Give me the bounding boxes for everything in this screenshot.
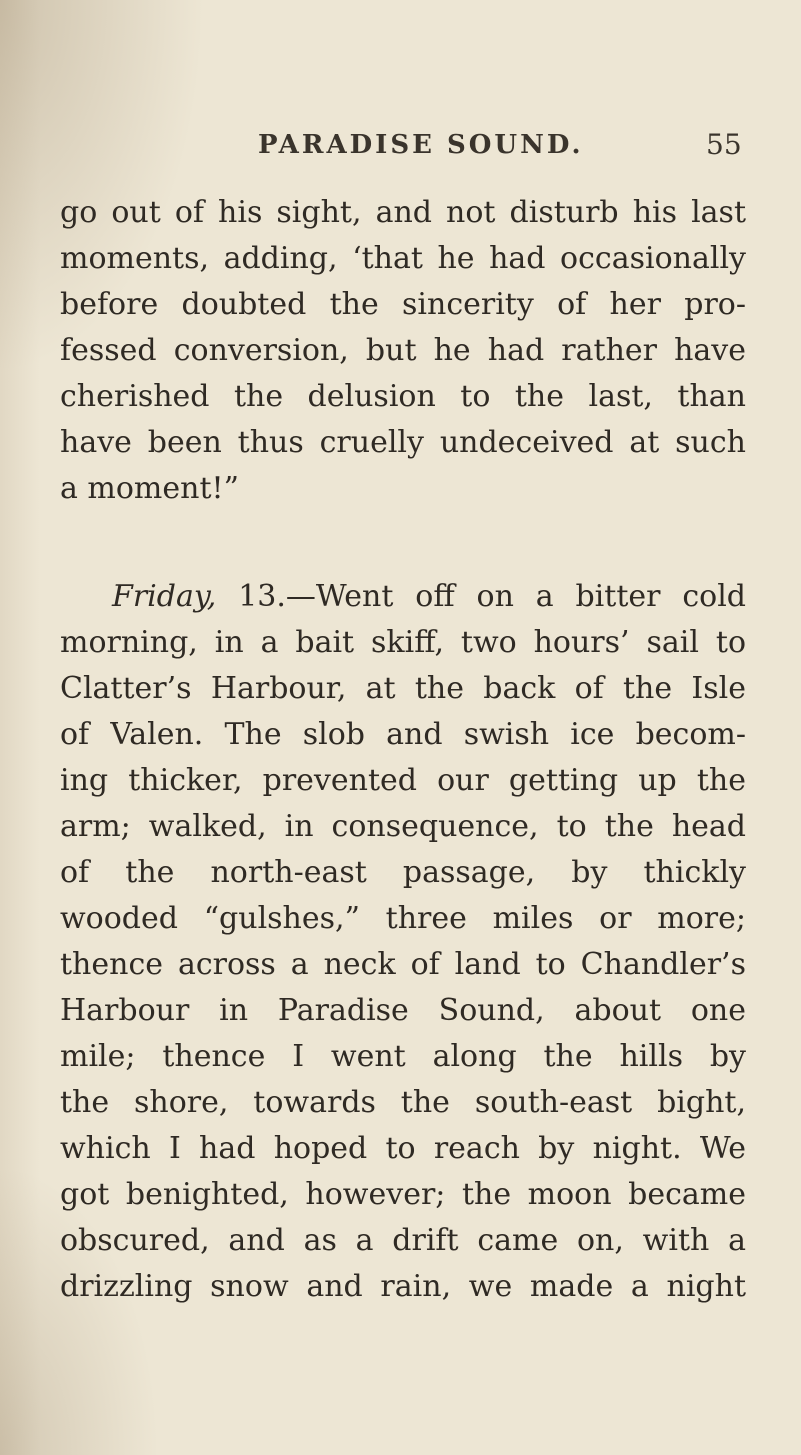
day-label: Friday,: [112, 579, 217, 614]
running-head: [0, 130, 801, 170]
text-line: of Valen. The slob and swish ice becom-: [60, 717, 746, 752]
text-line: the shore, towards the south-east bight,: [60, 1085, 746, 1120]
text-line: before doubted the sincerity of her pro-: [60, 287, 746, 322]
text-line: morning, in a bait skiff, two hours’ sail to: [60, 625, 746, 660]
text-line: cherished the delusion to the last, than: [60, 379, 746, 414]
text-line: moments, adding, ‘that he had occasionally: [60, 241, 746, 276]
text-line: obscured, and as a drift came on, with a: [60, 1223, 746, 1258]
text-line: go out of his sight, and not disturb his last: [60, 195, 746, 230]
text-line: of the north-east passage, by thickly: [60, 855, 746, 890]
text-line: thence across a neck of land to Chandler’s: [60, 947, 746, 982]
paragraph-gap: [60, 512, 746, 574]
text-line: mile; thence I went along the hills by: [60, 1039, 746, 1074]
text-line-first: [60, 574, 746, 620]
text-line: a moment!”: [60, 471, 239, 506]
paragraph-1: [60, 190, 746, 512]
text-line: Clatter’s Harbour, at the back of the Isle: [60, 671, 746, 706]
text-line: Harbour in Paradise Sound, about one: [60, 993, 746, 1028]
text-line: wooded “gulshes,” three miles or more;: [60, 901, 746, 936]
paragraph-2: [60, 574, 746, 1310]
page-number: 55: [706, 128, 742, 161]
text-line: ing thicker, prevented our getting up the: [60, 763, 746, 798]
body-text: [60, 190, 746, 1310]
text-line: have been thus cruelly undeceived at such: [60, 425, 746, 460]
first-line-rest: 13.—Went off on a bitter cold: [216, 579, 746, 614]
text-line: which I had hoped to reach by night. We: [60, 1131, 746, 1166]
text-line: arm; walked, in consequence, to the head: [60, 809, 746, 844]
running-title: PARADISE SOUND.: [258, 130, 584, 160]
text-line: fessed conversion, but he had rather have: [60, 333, 746, 368]
text-line: got benighted, however; the moon became: [60, 1177, 746, 1212]
text-line: drizzling snow and rain, we made a night: [60, 1269, 746, 1304]
